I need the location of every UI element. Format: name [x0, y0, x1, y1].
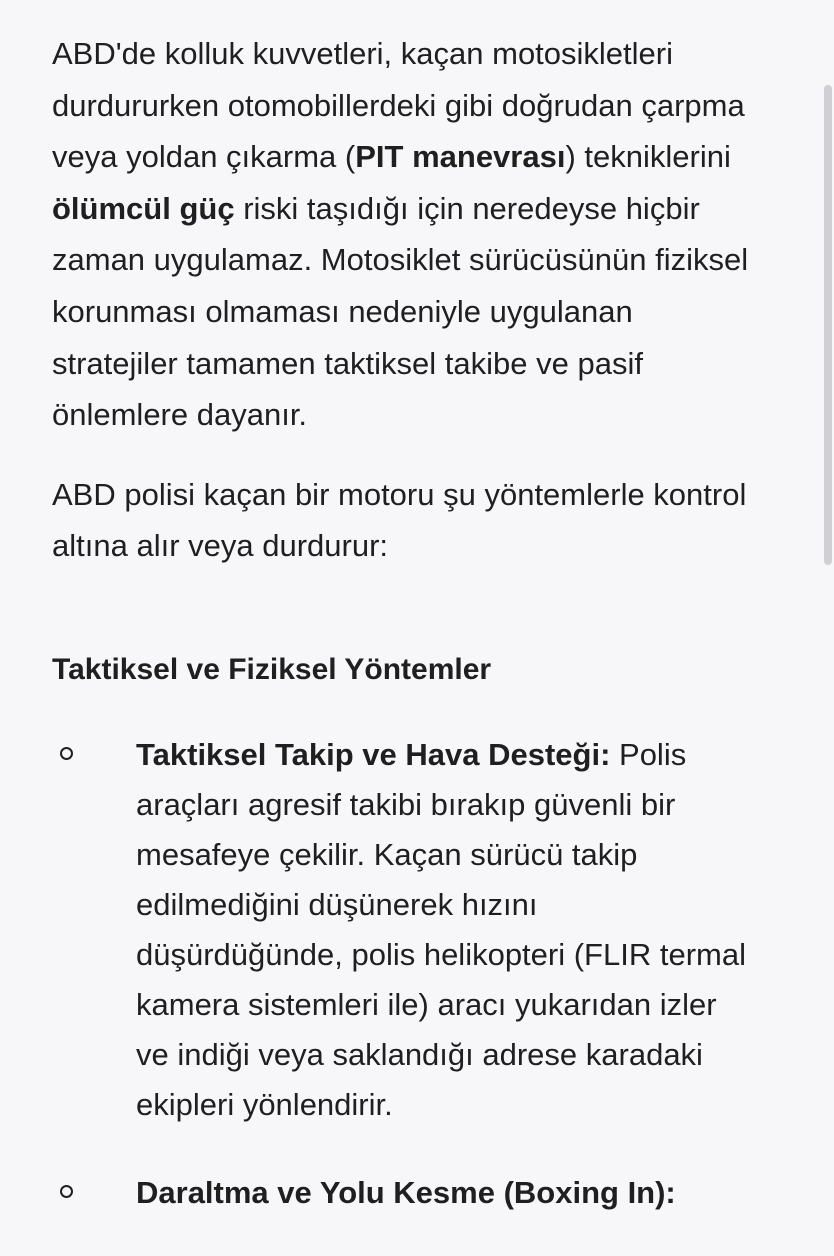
hollow-bullet-icon — [60, 1185, 73, 1198]
intro-text-1: ABD'de kolluk kuvvetleri, kaçan motosikletleri durdururken otomobillerdeki gibi doğrudan çarpma veya yoldan çıkarma ( — [52, 36, 745, 175]
pit-maneuver-bold: PIT manevrası — [355, 139, 566, 175]
response-body — [52, 28, 752, 572]
list-item — [52, 1168, 752, 1218]
scrollbar-thumb[interactable] — [824, 85, 832, 565]
vertical-scrollbar[interactable] — [822, 0, 834, 1200]
section-heading: Taktiksel ve Fiziksel Yöntemler — [52, 653, 492, 686]
intro-text-2: ) tekniklerini — [565, 139, 731, 175]
intro-paragraph — [52, 28, 752, 441]
methods-intro-paragraph: ABD polisi kaçan bir motoru şu yöntemlerle kontrol altına alır veya durdurur: — [52, 476, 747, 564]
hollow-bullet-icon — [60, 747, 73, 760]
list-item-title: Taktiksel Takip ve Hava Desteği: — [136, 737, 611, 772]
intro-text-3: riski taşıdığı için neredeyse hiçbir zaman uygulamaz. Motosiklet sürücüsünün fiziksel korunması olmaması nedeniyle uygulanan stratejiler tamamen taktiksel takibe ve pasif önlemlere dayanır. — [52, 190, 749, 433]
lethal-force-bold: ölümcül güç — [52, 190, 235, 226]
list-item-text: Polis araçları agresif takibi bırakıp güvenli bir mesafeye çekilir. Kaçan sürücü takip edilmediğini düşünerek hızını düşürdüğünde, polis helikopteri (FLIR termal kamera sistemleri ile) aracı yukarıdan izler ve indiği veya saklandığı adrese karadaki ekipleri yönlendirir. — [136, 737, 746, 1122]
list-item-title: Daraltma ve Yolu Kesme (Boxing In): — [136, 1175, 676, 1210]
list-item — [52, 730, 752, 1130]
methods-list — [52, 730, 752, 1256]
